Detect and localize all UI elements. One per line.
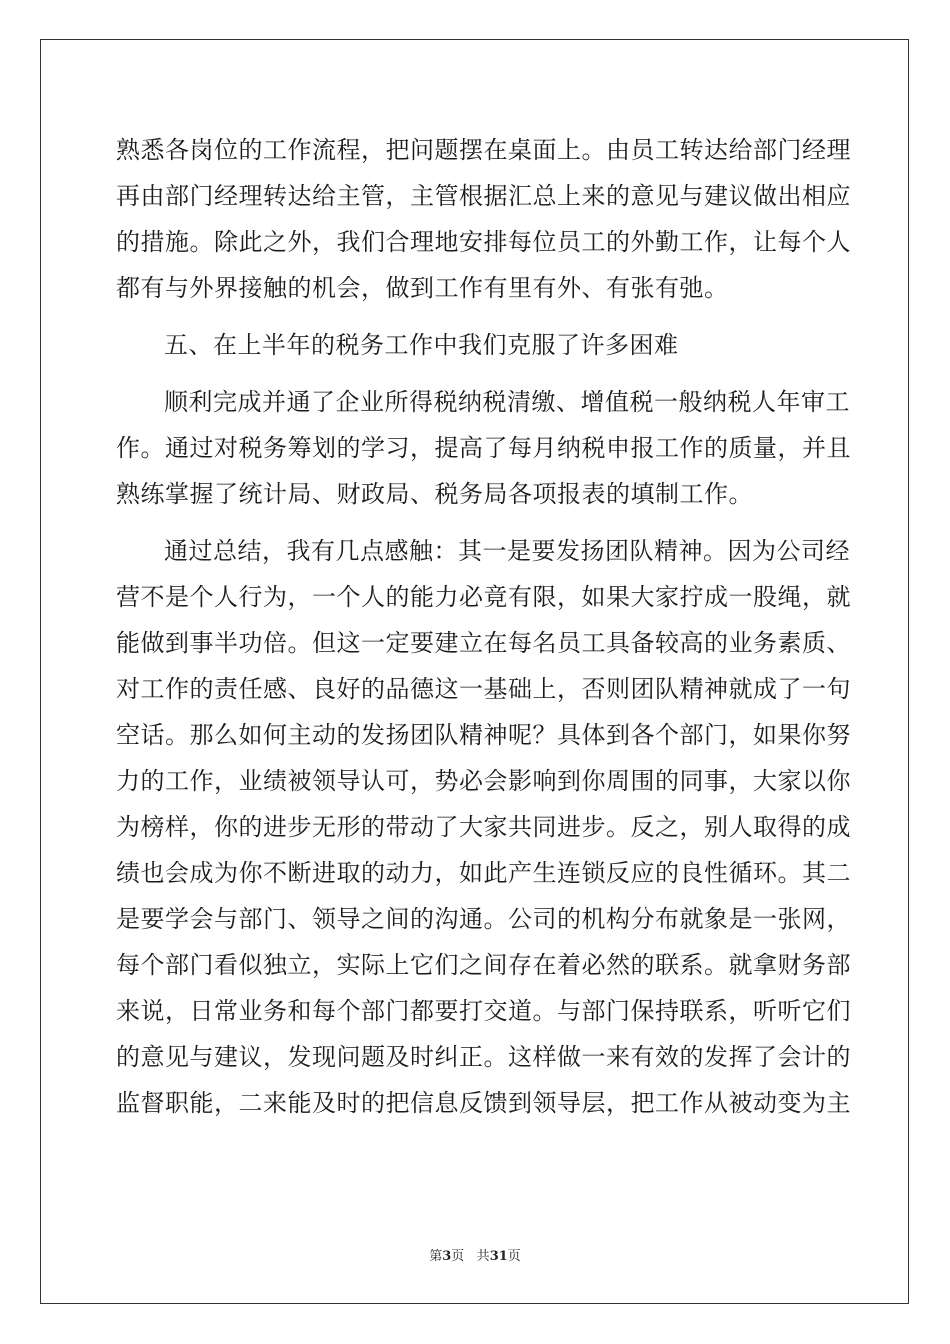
total-pages: 31 xyxy=(489,1249,508,1264)
text-line: 为榜样，你的进步无形的带动了大家共同进步。反之，别人取得的成 xyxy=(116,813,851,841)
section-heading: 五、在上半年的税务工作中我们克服了许多困难 xyxy=(164,331,679,359)
text-line: 空话。那么如何主动的发扬团队精神呢？具体到各个部门，如果你努 xyxy=(116,721,851,749)
text-line: 监督职能，二来能及时的把信息反馈到领导层，把工作从被动变为主 xyxy=(116,1089,851,1117)
text-line: 的意见与建议，发现问题及时纠正。这样做一来有效的发挥了会计的 xyxy=(116,1043,851,1071)
text-line: 熟练掌握了统计局、财政局、税务局各项报表的填制工作。 xyxy=(116,480,753,508)
text-line: 熟悉各岗位的工作流程，把问题摆在桌面上。由员工转达给部门经理 xyxy=(116,136,851,164)
text-line: 的措施。除此之外，我们合理地安排每位员工的外勤工作，让每个人 xyxy=(116,228,851,256)
total-suffix: 页 xyxy=(507,1249,521,1264)
text-line: 绩也会成为你不断进取的动力，如此产生连锁反应的良性循环。其二 xyxy=(116,859,851,887)
text-line: 作。通过对税务筹划的学习，提高了每月纳税申报工作的质量，并且 xyxy=(116,434,851,462)
text-line: 是要学会与部门、领导之间的沟通。公司的机构分布就象是一张网， xyxy=(116,905,851,933)
text-line: 对工作的责任感、良好的品德这一基础上，否则团队精神就成了一句 xyxy=(116,675,851,703)
text-line: 再由部门经理转达给主管，主管根据汇总上来的意见与建议做出相应 xyxy=(116,182,851,210)
paragraph-first-line: 顺利完成并通了企业所得税纳税清缴、增值税一般纳税人年审工 xyxy=(164,388,850,416)
text-line: 营不是个人行为，一个人的能力必竟有限，如果大家拧成一股绳，就 xyxy=(116,583,851,611)
page-prefix: 第 xyxy=(429,1249,443,1264)
text-line: 力的工作，业绩被领导认可，势必会影响到你周围的同事，大家以你 xyxy=(116,767,851,795)
page-number: 3 xyxy=(442,1249,452,1264)
text-line: 每个部门看似独立，实际上它们之间存在着必然的联系。就拿财务部 xyxy=(116,951,851,979)
text-line: 都有与外界接触的机会，做到工作有里有外、有张有弛。 xyxy=(116,274,729,302)
paragraph-first-line: 通过总结，我有几点感触：其一是要发扬团队精神。因为公司经 xyxy=(164,537,850,565)
text-line: 能做到事半功倍。但这一定要建立在每名员工具备较高的业务素质、 xyxy=(116,629,851,657)
page-footer xyxy=(0,1245,950,1264)
text-line: 来说，日常业务和每个部门都要打交道。与部门保持联系，听听它们 xyxy=(116,997,851,1025)
total-prefix: 共 xyxy=(476,1249,490,1264)
page-suffix: 页 xyxy=(451,1249,465,1264)
